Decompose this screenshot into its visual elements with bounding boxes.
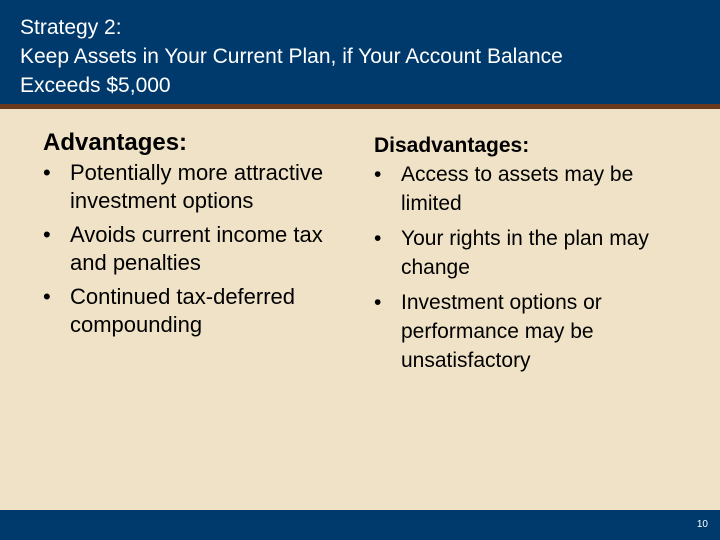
bullet-icon: • [374, 227, 382, 250]
bullet-icon: • [43, 160, 51, 185]
disadvantage-text: Investment options or performance may be unsatisfactory [401, 291, 602, 372]
advantage-item [43, 283, 343, 339]
disadvantage-text: Access to assets may be limited [401, 163, 634, 215]
title-divider [0, 104, 720, 109]
advantages-list [43, 159, 343, 339]
disadvantage-item [374, 288, 684, 375]
bullet-icon: • [43, 222, 51, 247]
advantage-text: Continued tax-deferred compounding [70, 284, 296, 337]
advantage-item [43, 159, 343, 215]
footer-bar [0, 510, 720, 540]
bullet-icon: • [374, 291, 382, 314]
disadvantage-item [374, 224, 684, 282]
advantages-column [43, 125, 343, 339]
disadvantages-column [374, 125, 684, 375]
page-number: 10 [696, 519, 708, 530]
bullet-icon: • [374, 163, 382, 186]
disadvantage-item [374, 160, 684, 218]
advantage-item [43, 221, 343, 277]
advantage-text: Potentially more attractive investment options [70, 160, 324, 213]
slide-title-line-1: Strategy 2: [20, 16, 122, 39]
advantage-text: Avoids current income tax and penalties [70, 222, 323, 275]
slide-title-line-3: Exceeds $5,000 [20, 74, 171, 97]
disadvantage-text: Your rights in the plan may change [401, 227, 649, 279]
disadvantages-heading: Disadvantages: [374, 134, 530, 157]
title-bar [0, 0, 720, 104]
advantages-heading: Advantages: [43, 129, 188, 156]
disadvantages-list [374, 160, 684, 375]
bullet-icon: • [43, 284, 51, 309]
slide-title-line-2: Keep Assets in Your Current Plan, if Your Account Balance [20, 45, 563, 68]
